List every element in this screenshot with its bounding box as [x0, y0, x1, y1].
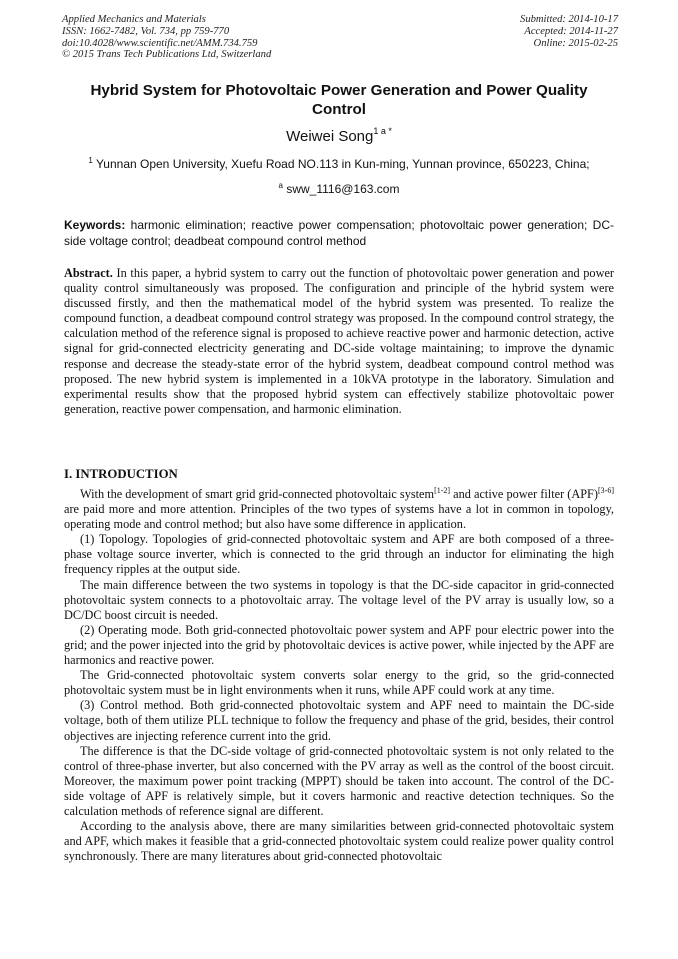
online-date: Online: 2015-02-25 [533, 37, 618, 49]
paragraph-text: are paid more and more attention. Principles of the two types of systems have a lot in common in topology, operating mode and control method; but also have some difference in application. [64, 502, 614, 532]
paragraph-text: and active power filter (APF) [450, 487, 598, 501]
dates-header [520, 14, 618, 49]
copyright-line: © 2015 Trans Tech Publications Ltd, Switzerland [62, 49, 272, 61]
paragraph: (3) Control method. Both grid-connected photovoltaic system and APF need to maintain the DC-side voltage, both of them utilize PLL technique to follow the frequency and phase of the grid, besides, their control objectives are injecting reference current into the grid. [64, 698, 614, 743]
author-marks: 1 a * [373, 126, 392, 136]
section-heading: I. INTRODUCTION [64, 467, 178, 481]
paragraph-text: With the development of smart grid grid-connected photovoltaic system [80, 487, 435, 501]
paper-title: Hybrid System for Photovoltaic Power Generation and Power Quality Control [90, 82, 588, 118]
accepted-date: Accepted: 2014-11-27 [524, 25, 618, 37]
journal-header [62, 14, 271, 61]
email-address: sww_1116@163.com [286, 182, 400, 196]
keywords-block [64, 218, 614, 249]
paragraph: The difference is that the DC-side voltage of grid-connected photovoltaic system is not only related to the control of three-phase inverter, but also concerned with the PV array as well as the control of the boost circuit. Moreover, the maximum power point tracking (MPPT) should be taken into account. The control of the DC-side voltage of APF is relatively simple, but it covers harmonic and reactive detection techniques. So the calculation methods of reference signal are different. [64, 743, 614, 818]
author-line [0, 128, 678, 145]
email-mark: a [278, 181, 283, 190]
paragraph: The Grid-connected photovoltaic system converts solar energy to the grid, so the grid-connected photovoltaic system must be in light environments when it runs, while APF could work at any time. [64, 668, 614, 698]
author-name: Weiwei Song [286, 128, 374, 145]
doi-line: doi:10.4028/www.scientific.net/AMM.734.759 [62, 37, 258, 49]
submitted-date: Submitted: 2014-10-17 [520, 14, 618, 25]
citation-ref: [3-6] [598, 486, 614, 495]
issn-line: ISSN: 1662-7482, Vol. 734, pp 759-770 [62, 25, 230, 37]
affiliation-text: Yunnan Open University, Xuefu Road NO.113 in Kun-ming, Yunnan province, 650223, China; [95, 157, 590, 171]
paragraph: The main difference between the two systems in topology is that the DC-side capacitor in grid-connected photovoltaic system connects to a photovoltaic array. The voltage level of the PV array is usually low, so a DC/DC boost circuit is needed. [64, 577, 614, 622]
keywords-label: Keywords: [64, 218, 126, 232]
citation-ref: [1-2] [434, 486, 451, 495]
introduction-body [64, 487, 614, 864]
paragraph: (2) Operating mode. Both grid-connected photovoltaic power system and APF pour electric power into the grid; and the power injected into the grid by photovoltaic devices is active power, while injected by the APF are harmonics and reactive power. [64, 622, 614, 668]
email-line [0, 182, 678, 196]
abstract-block [64, 266, 614, 417]
journal-name: Applied Mechanics and Materials [62, 14, 206, 25]
affiliation-mark: 1 [88, 156, 93, 165]
abstract-text: In this paper, a hybrid system to carry out the function of photovoltaic power generation and power quality control simultaneously was proposed. The configuration and principle of the hybrid system were discussed firstly, and then the mathematical model of the hybrid system was presented. To realize the compound function, a deadbeat compound control strategy was proposed. In the compound control strategy, the calculation method of the reference signal is proposed to achieve reactive power and harmonic detection, active signal for grid-connected electricity generating and DC-side voltage maintaining; to improve the dynamic response and decrease the steady-state error of the hybrid system, deadbeat compound control method was proposed. The new hybrid system is implemented in a 10kVA prototype in the laboratory. Simulation and experimental results show that the proposed hybrid system can effectively stabilize photovoltaic power generation, reactive power compensation, and harmonic elimination. [64, 266, 615, 416]
affiliation-line [0, 157, 678, 171]
paragraph [64, 487, 614, 532]
paragraph: (1) Topology. Topologies of grid-connected photovoltaic system and APF are both composed of a three-phase voltage source inverter, which is connected to the grid through an inductor for eliminating the high frequency ripples at the output side. [64, 532, 614, 577]
abstract-label: Abstract. [64, 266, 113, 280]
paragraph: According to the analysis above, there are many similarities between grid-connected photovoltaic system and APF, which makes it feasible that a grid-connected photovoltaic system could realize power quality control synchronously. There are many literatures about grid-connected photovoltaic [64, 819, 614, 864]
keywords-text: harmonic elimination; reactive power compensation; photovoltaic power generation; DC-side voltage control; deadbeat compound control method [64, 218, 614, 248]
